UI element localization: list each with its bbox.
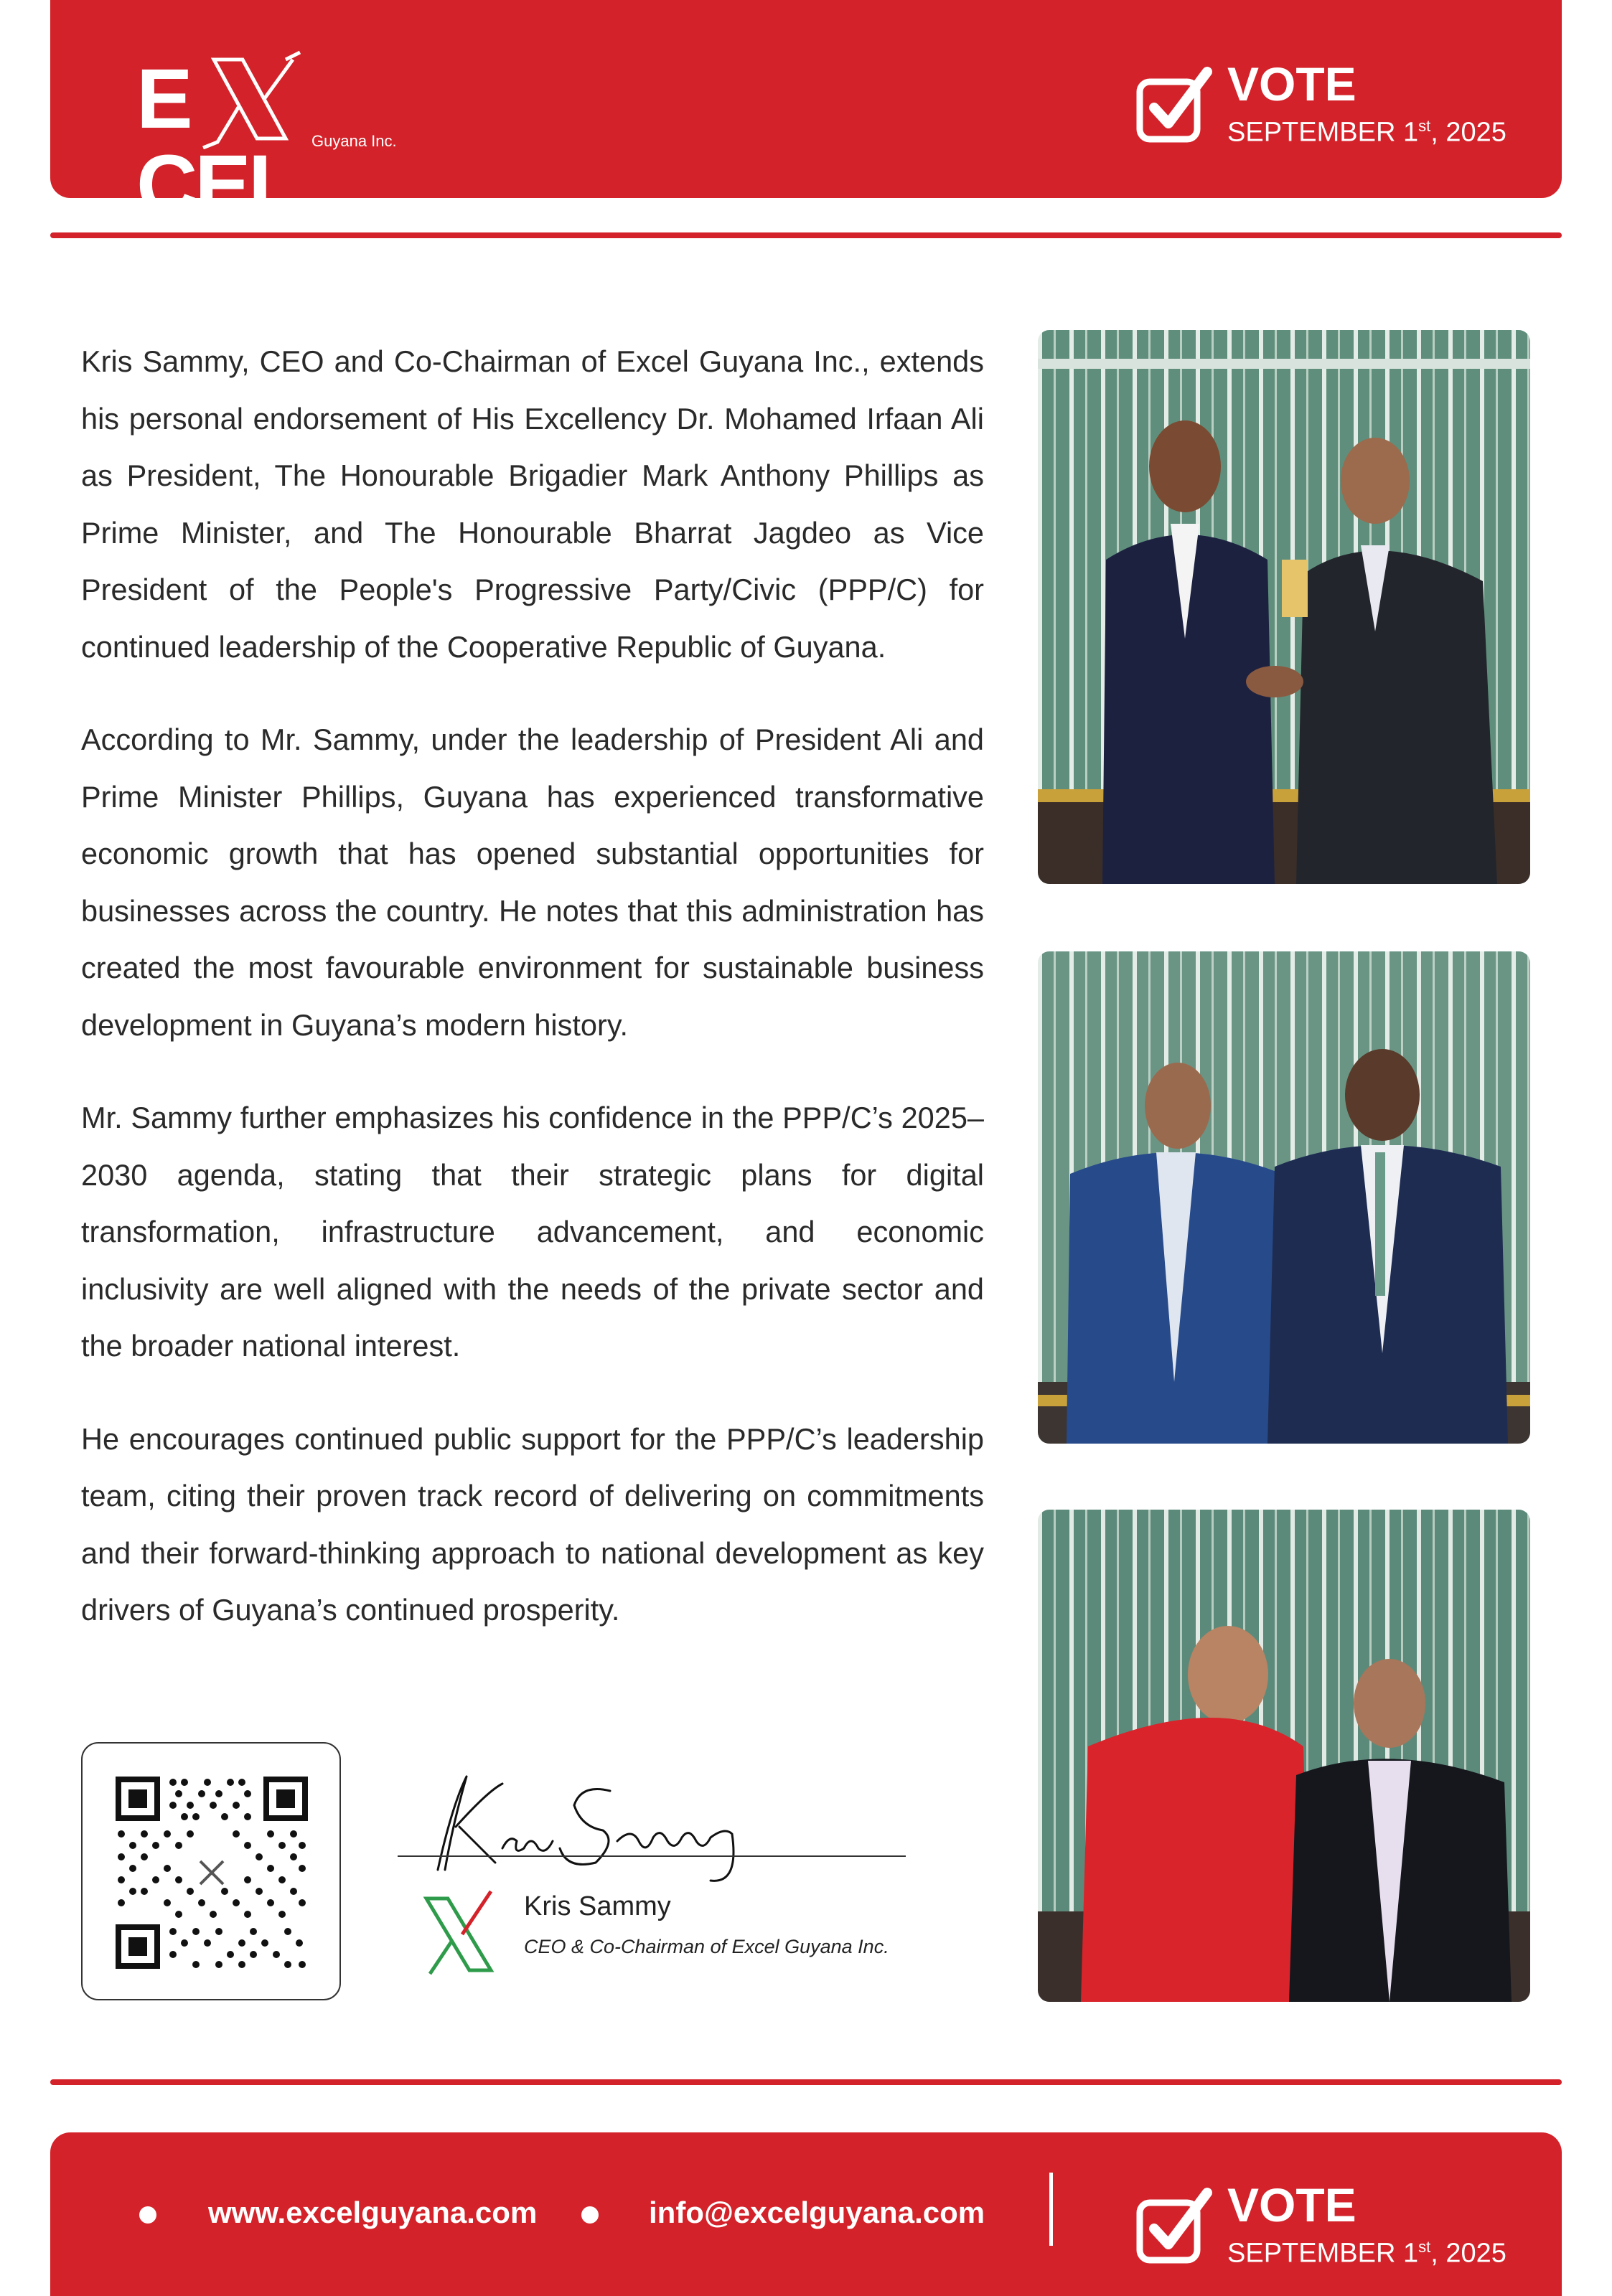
bullet-icon — [139, 2206, 156, 2224]
signer-name: Kris Sammy — [524, 1891, 671, 1921]
vote-date: SEPTEMBER 1st, 2025 — [1227, 117, 1506, 148]
footer-divider — [1049, 2173, 1053, 2246]
photo-red-shirt-and-suit — [1038, 1510, 1530, 2002]
top-divider — [50, 232, 1562, 238]
endorsement-text — [81, 333, 984, 1675]
check-box-icon — [1135, 2187, 1214, 2266]
check-box-icon — [1135, 66, 1214, 145]
logo-wordmark: ECEL — [136, 52, 297, 232]
email-link[interactable]: info@excelguyana.com — [649, 2196, 985, 2229]
qr-code-box[interactable] — [81, 1742, 341, 2000]
paragraph: He encourages continued public support for the PPP/C’s leadership team, citing their proven track record of delivering on commitments and their forward-thinking approach to national development as key drivers of Guyana’s continued prosperity. — [81, 1421, 984, 1627]
website-link[interactable]: www.excelguyana.com — [208, 2196, 538, 2229]
paragraph: Mr. Sammy further emphasizes his confidence in the PPP/C’s 2025–2030 agenda, stating that their strategic plans for digital transformation, infrastructure advancement, and economic inclusivity are well aligned with the needs of the private sector and the broader national interest. — [81, 1101, 984, 1363]
bullet-icon — [581, 2206, 599, 2224]
vote-label: VOTE — [1227, 2178, 1356, 2231]
paragraph: According to Mr. Sammy, under the leadership of President Ali and Prime Minister Phillips, Guyana has experienced transformative economic growth that has opened substantial opportunities for businesses across the country. He notes that this administration has created the most favourable environment for sustainable business development in Guyana’s modern history. — [81, 723, 984, 1042]
photo-award-handshake — [1038, 330, 1530, 884]
paragraph: Kris Sammy, CEO and Co-Chairman of Excel Guyana Inc., extends his personal endorsement of His Excellency Dr. Mohamed Irfaan Ali as President, The Honourable Brigadier Mark Anthony Phillips as Prime Minister, and The Honourable Bharrat Jagdeo as Vice President of the People's Progressive Party/Civic (PPP/C) for continued leadership of the Cooperative Republic of Guyana. — [81, 344, 984, 664]
handwritten-signature — [423, 1762, 768, 1884]
excel-x-mark-icon — [419, 1884, 500, 1977]
excel-logo — [136, 49, 409, 232]
header-vote-block — [1135, 57, 1509, 158]
qr-code[interactable] — [116, 1777, 308, 1969]
bottom-divider — [50, 2079, 1562, 2085]
vote-date: SEPTEMBER 1st, 2025 — [1227, 2238, 1506, 2269]
footer-vote-block — [1135, 2178, 1509, 2279]
signature-line — [398, 1855, 906, 1857]
logo-subtitle: Guyana Inc. — [311, 132, 397, 150]
signer-title: CEO & Co-Chairman of Excel Guyana Inc. — [524, 1936, 889, 1957]
photo-two-men-suits — [1038, 951, 1530, 1444]
vote-label: VOTE — [1227, 57, 1356, 110]
